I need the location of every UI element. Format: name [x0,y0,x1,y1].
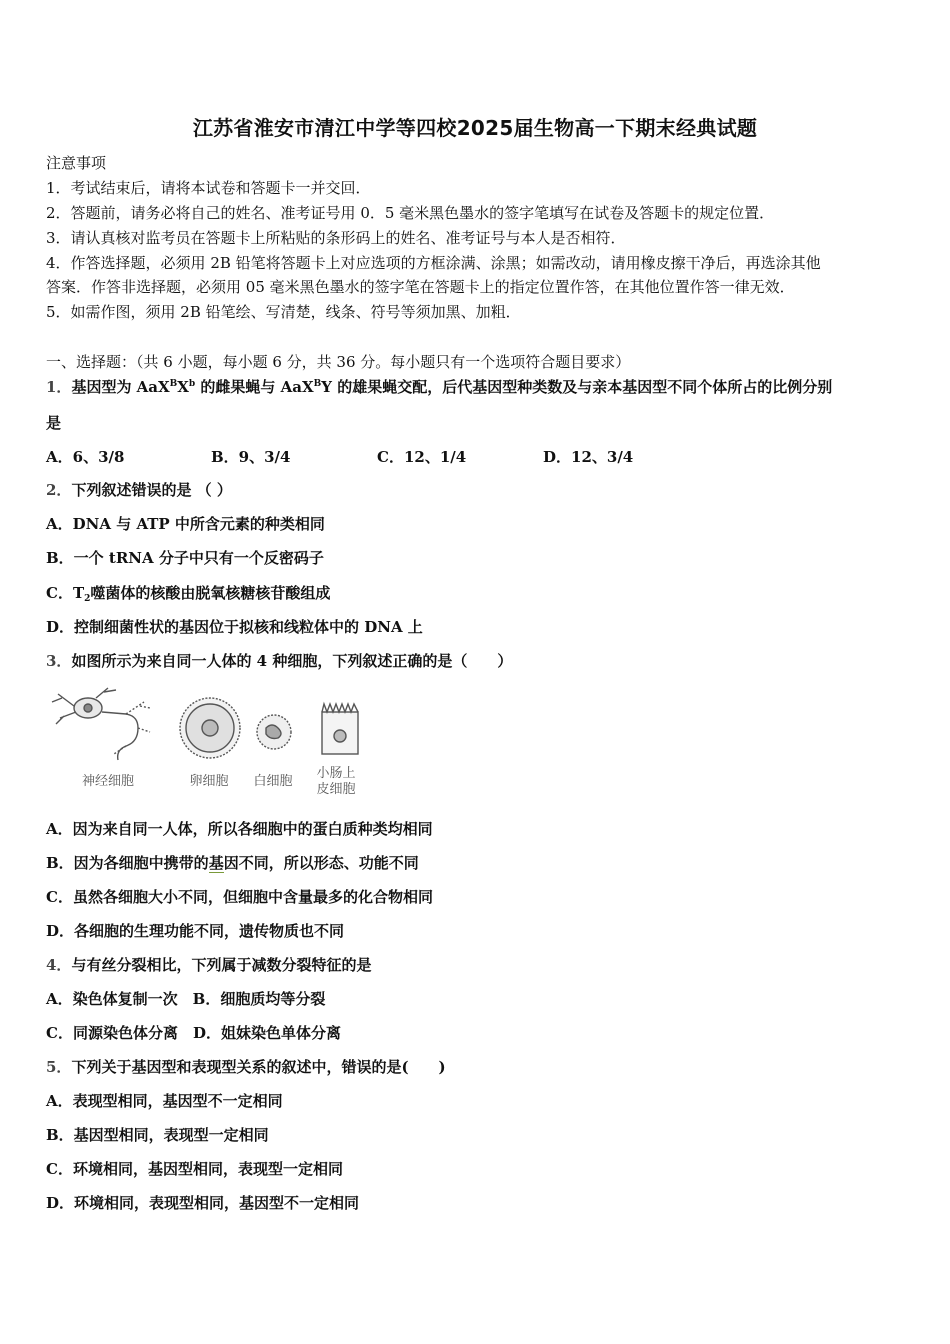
white-blood-cell-illustration [257,715,291,749]
q2-option-b: B．一个 tRNA 分子中只有一个反密码子 [46,549,324,567]
q3-option-b [46,853,906,873]
q1-stem-part: 基因型为 AaX [71,378,170,396]
notice-item-1: 1．考试结束后，请将本试卷和答题卡一并交回． [46,179,371,197]
q2-stem-text: 下列叙述错误的是 （ ） [71,481,232,499]
notice-item-2: 2．答题前，请务必将自己的姓名、准考证号用 0．5 毫米黑色墨水的签字笔填写在试卷及答题卡的规定位置． [46,204,775,222]
q5-stem-text: 下列关于基因型和表现型关系的叙述中，错误的是( ) [71,1058,446,1076]
q3-option-d: D．各细胞的生理功能不同，遗传物质也不同 [46,922,345,940]
notice-item-4: 4．作答选择题，必须用 2B 铅笔将答题卡上对应选项的方框涂满、涂黑；如需改动，请用橡皮擦干净后，再选涂其他 [46,254,821,272]
q1-stem-part: 的雌果蝇与 AaX [195,378,314,396]
q1-option-b: B．9、3/4 [211,448,291,466]
q2-option-a: A．DNA 与 ATP 中所含元素的种类相同 [46,515,325,533]
q2-option-d: D．控制细菌性状的基因位于拟核和线粒体中的 DNA 上 [46,618,423,636]
cell-illustrations [46,684,366,764]
question-number: 3． [46,652,72,670]
q1-option-a: A．6、3/8 [46,448,125,466]
q5-option-b: B．基因型相同，表现型一定相同 [46,1126,269,1144]
section-heading: 一、选择题：（共 6 小题，每小题 6 分，共 36 分。每小题只有一个选项符合题目要求） [46,353,631,371]
q1-stem-part: Y 的雄果蝇交配，后代基因型种类数及与亲本基因型不同个体所占的比例分别 [321,378,833,396]
cell-figure [46,684,366,804]
question-number: 2． [46,481,72,499]
figure-label-epithelial-2: 皮细胞 [316,782,356,797]
q3-option-c: C．虽然各细胞大小不同，但细胞中含量最多的化合物相同 [46,888,433,906]
question-3-stem [46,651,906,671]
q2-subscript: 2 [84,594,91,604]
epithelial-cell-illustration [322,704,358,754]
q2-option-c-part: 噬菌体的核酸由脱氧核糖核苷酸组成 [90,584,331,602]
q3-option-b-part: B．因为各细胞中携带的 [46,854,209,872]
q5-option-c: C．环境相同，基因型相同，表现型一定相同 [46,1160,343,1178]
notice-item-3: 3．请认真核对监考员在答题卡上所粘贴的条形码上的姓名、准考证号与本人是否相符． [46,229,626,247]
notice-item-5: 5．如需作图，须用 2B 铅笔绘、写清楚，线条、符号等须加黑、加粗． [46,303,521,321]
q4-stem-text: 与有丝分裂相比，下列属于减数分裂特征的是 [71,956,372,974]
question-number: 1． [46,378,72,396]
q1-option-c: C．12、1/4 [377,448,467,466]
q1-option-d: D．12、3/4 [543,448,634,466]
question-1-stem-cont: 是 [46,414,62,432]
question-number: 5． [46,1058,72,1076]
q1-superscript: B [169,379,178,389]
q3-stem-text: 如图所示为来自同一人体的 4 种细胞，下列叙述正确的是（ ） [71,652,513,670]
figure-label-egg-cell: 卵细胞 [189,774,229,789]
q2-option-c-part: C．T [46,584,85,602]
figure-label-white-blood-cell: 白细胞 [253,774,293,789]
q1-superscript: b [188,379,196,389]
q5-option-a: A．表现型相同，基因型不一定相同 [46,1092,283,1110]
question-1-stem [46,377,906,397]
question-number: 4． [46,956,72,974]
egg-cell-illustration [180,698,240,758]
question-5-stem [46,1057,906,1077]
q1-superscript: B [313,379,322,389]
question-4-stem [46,955,906,975]
question-2-stem [46,480,906,500]
q3-option-b-part: 因不同，所以形态、功能不同 [223,854,419,872]
q4-options-row-2: C．同源染色体分离 D．姐妹染色单体分离 [46,1024,341,1042]
notice-heading: 注意事项 [46,154,107,172]
page-title: 江苏省淮安市清江中学等四校2025届生物高一下期末经典试题 [192,116,758,140]
q4-options-row-1: A．染色体复制一次 B．细胞质均等分裂 [46,990,326,1008]
q3-option-a: A．因为来自同一人体，所以各细胞中的蛋白质种类均相同 [46,820,433,838]
figure-label-neuron: 神经细胞 [81,774,134,789]
notice-item-4-cont: 答案．作答非选择题，必须用 05 毫米黑色墨水的签字笔在答题卡上的指定位置作答，在其他位置作答一律无效． [46,278,795,296]
q3-option-b-mark: 基 [208,854,224,872]
question-1-options [46,446,906,468]
neuron-illustration [52,688,150,760]
q2-option-c [46,583,906,603]
q5-option-d: D．环境相同，表现型相同，基因型不一定相同 [46,1194,360,1212]
q1-stem-part: X [177,378,189,396]
figure-label-epithelial-1: 小肠上 [316,766,356,781]
